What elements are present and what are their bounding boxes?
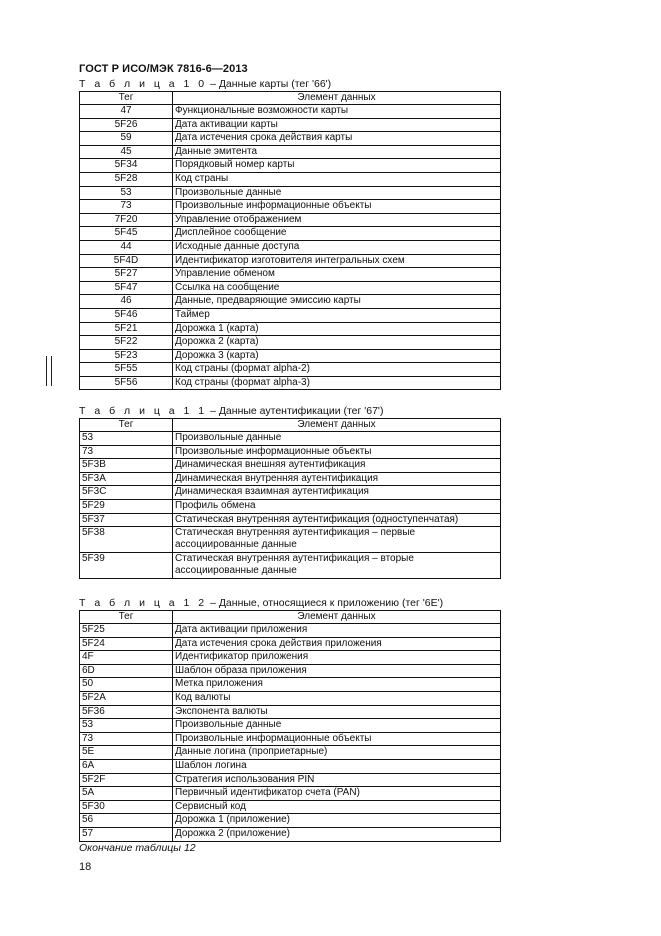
table-row — [80, 678, 501, 692]
element-cell: Код страны (формат alpha-2) — [173, 363, 501, 377]
element-cell: Дорожка 1 (карта) — [173, 322, 501, 336]
tag-cell: 7F20 — [80, 213, 173, 227]
tag-cell: 46 — [80, 295, 173, 309]
element-cell: Порядковый номер карты — [173, 159, 501, 173]
table-row — [80, 553, 501, 579]
tag-cell: 5F55 — [80, 363, 173, 377]
tag-cell: 56 — [80, 814, 173, 828]
tag-cell: 6D — [80, 664, 173, 678]
table-row — [80, 349, 501, 363]
table-row — [80, 719, 501, 733]
tag-cell: 5F30 — [80, 800, 173, 814]
table-row — [80, 132, 501, 146]
table-row — [80, 486, 501, 500]
table-row — [80, 336, 501, 350]
tag-cell: 5F25 — [80, 624, 173, 638]
element-cell: Идентификатор изготовителя интегральных схем — [173, 254, 501, 268]
element-cell: Дата активации карты — [173, 118, 501, 132]
table11-caption — [79, 405, 383, 417]
element-cell: Дорожка 2 (приложение) — [173, 827, 501, 841]
tag-cell: 73 — [80, 732, 173, 746]
table-row — [80, 227, 501, 241]
table11-title: – Данные аутентификации (тег '67') — [210, 405, 384, 417]
tag-cell: 5F3B — [80, 459, 173, 473]
element-cell: Статическая внутренняя аутентификация – вторые ассоциированные данные — [173, 553, 501, 579]
element-cell: Статическая внутренняя аутентификация (одноступенчатая) — [173, 513, 501, 527]
element-cell: Динамическая взаимная аутентификация — [173, 486, 501, 500]
table-row — [80, 308, 501, 322]
tag-cell: 5F36 — [80, 705, 173, 719]
tag-cell: 5F3C — [80, 486, 173, 500]
table-row — [80, 376, 501, 390]
table-row — [80, 322, 501, 336]
element-cell: Экспонента валюты — [173, 705, 501, 719]
table-row — [80, 118, 501, 132]
tag-cell: 6A — [80, 759, 173, 773]
table12-body — [80, 624, 501, 842]
element-cell: Функциональные возможности карты — [173, 105, 501, 119]
table-row — [80, 159, 501, 173]
margin-change-mark — [51, 356, 52, 386]
tag-cell: 4F — [80, 651, 173, 665]
element-cell: Сервисный код — [173, 800, 501, 814]
tag-cell: 5F46 — [80, 308, 173, 322]
table11-label: Т а б л и ц а 1 1 — [79, 405, 208, 417]
tag-cell: 5F26 — [80, 118, 173, 132]
table-row — [80, 814, 501, 828]
element-cell: Данные, предваряющие эмиссию карты — [173, 295, 501, 309]
tag-cell: 45 — [80, 145, 173, 159]
element-cell: Управление обменом — [173, 268, 501, 282]
tag-cell: 5F56 — [80, 376, 173, 390]
tag-cell: 5F4D — [80, 254, 173, 268]
table-row — [80, 295, 501, 309]
element-cell: Первичный идентификатор счета (PAN) — [173, 787, 501, 801]
element-cell: Данные эмитента — [173, 145, 501, 159]
tag-cell: 5F21 — [80, 322, 173, 336]
tag-cell: 59 — [80, 132, 173, 146]
tag-cell: 5F39 — [80, 553, 173, 579]
table-row — [80, 432, 501, 446]
tag-cell: 5F3A — [80, 472, 173, 486]
table-row — [80, 281, 501, 295]
table-row — [80, 499, 501, 513]
table-row — [80, 773, 501, 787]
table11-body — [80, 432, 501, 579]
element-cell: Произвольные данные — [173, 432, 501, 446]
element-cell: Ссылка на сообщение — [173, 281, 501, 295]
table-row — [80, 254, 501, 268]
table-row — [80, 145, 501, 159]
element-cell: Стратегия использования PIN — [173, 773, 501, 787]
table-row — [80, 800, 501, 814]
tag-cell: 5F23 — [80, 349, 173, 363]
element-cell: Произвольные информационные объекты — [173, 200, 501, 214]
tag-cell: 5E — [80, 746, 173, 760]
tag-cell: 5F24 — [80, 637, 173, 651]
element-cell: Статическая внутренняя аутентификация – первые ассоциированные данные — [173, 527, 501, 553]
element-cell: Дата истечения срока действия карты — [173, 132, 501, 146]
table11 — [79, 418, 501, 579]
tag-cell: 53 — [80, 719, 173, 733]
element-cell: Код страны — [173, 172, 501, 186]
page-number: 18 — [79, 861, 92, 873]
tag-cell: 5F37 — [80, 513, 173, 527]
element-cell: Произвольные информационные объекты — [173, 732, 501, 746]
table-row — [80, 664, 501, 678]
table11-col-element: Элемент данных — [173, 419, 501, 432]
table-row — [80, 705, 501, 719]
table-row — [80, 240, 501, 254]
element-cell: Дата активации приложения — [173, 624, 501, 638]
table12-label: Т а б л и ц а 1 2 — [79, 597, 208, 609]
table10-col-tag: Тег — [80, 92, 173, 105]
tag-cell: 5F2F — [80, 773, 173, 787]
element-cell: Код страны (формат alpha-3) — [173, 376, 501, 390]
tag-cell: 5A — [80, 787, 173, 801]
tag-cell: 50 — [80, 678, 173, 692]
element-cell: Дорожка 1 (приложение) — [173, 814, 501, 828]
table10-body — [80, 105, 501, 390]
tag-cell: 73 — [80, 445, 173, 459]
element-cell: Исходные данные доступа — [173, 240, 501, 254]
tag-cell: 5F27 — [80, 268, 173, 282]
table-row — [80, 691, 501, 705]
element-cell: Метка приложения — [173, 678, 501, 692]
tag-cell: 57 — [80, 827, 173, 841]
element-cell: Код валюты — [173, 691, 501, 705]
table-row — [80, 732, 501, 746]
table-ending-note: Окончание таблицы 12 — [79, 842, 196, 854]
element-cell: Дорожка 2 (карта) — [173, 336, 501, 350]
table-row — [80, 186, 501, 200]
table-row — [80, 200, 501, 214]
table-row — [80, 624, 501, 638]
element-cell: Шаблон логина — [173, 759, 501, 773]
element-cell: Динамическая внутренняя аутентификация — [173, 472, 501, 486]
tag-cell: 5F28 — [80, 172, 173, 186]
table-row — [80, 213, 501, 227]
table-row — [80, 472, 501, 486]
element-cell: Таймер — [173, 308, 501, 322]
tag-cell: 53 — [80, 432, 173, 446]
tag-cell: 53 — [80, 186, 173, 200]
tag-cell: 5F45 — [80, 227, 173, 241]
tag-cell: 5F47 — [80, 281, 173, 295]
table-row — [80, 445, 501, 459]
table-row — [80, 268, 501, 282]
tag-cell: 47 — [80, 105, 173, 119]
document-header: ГОСТ Р ИСО/МЭК 7816-6—2013 — [79, 63, 248, 75]
table10-caption — [79, 78, 331, 90]
table10-label: Т а б л и ц а 1 0 — [79, 78, 208, 90]
table12-col-tag: Тег — [80, 611, 173, 624]
element-cell: Произвольные данные — [173, 186, 501, 200]
table-row — [80, 513, 501, 527]
table-row — [80, 651, 501, 665]
table10 — [79, 91, 501, 390]
table-row — [80, 787, 501, 801]
element-cell: Дорожка 3 (карта) — [173, 349, 501, 363]
element-cell: Шаблон образа приложения — [173, 664, 501, 678]
table-row — [80, 105, 501, 119]
tag-cell: 5F34 — [80, 159, 173, 173]
table-row — [80, 746, 501, 760]
element-cell: Управление отображением — [173, 213, 501, 227]
tag-cell: 5F29 — [80, 499, 173, 513]
table-row — [80, 172, 501, 186]
table12 — [79, 610, 501, 842]
table12-title: – Данные, относящиеся к приложению (тег '6E') — [210, 597, 444, 609]
tag-cell: 44 — [80, 240, 173, 254]
table10-title: – Данные карты (тег '66') — [210, 78, 332, 90]
element-cell: Дата истечения срока действия приложения — [173, 637, 501, 651]
table12-col-element: Элемент данных — [173, 611, 501, 624]
element-cell: Динамическая внешняя аутентификация — [173, 459, 501, 473]
element-cell: Данные логина (проприетарные) — [173, 746, 501, 760]
table-row — [80, 759, 501, 773]
table-row — [80, 527, 501, 553]
margin-change-mark — [46, 356, 47, 386]
table11-col-tag: Тег — [80, 419, 173, 432]
table-row — [80, 637, 501, 651]
table-row — [80, 459, 501, 473]
table10-col-element: Элемент данных — [173, 92, 501, 105]
table12-caption — [79, 597, 443, 609]
element-cell: Идентификатор приложения — [173, 651, 501, 665]
table-row — [80, 363, 501, 377]
tag-cell: 5F2A — [80, 691, 173, 705]
element-cell: Произвольные информационные объекты — [173, 445, 501, 459]
element-cell: Профиль обмена — [173, 499, 501, 513]
tag-cell: 5F38 — [80, 527, 173, 553]
tag-cell: 73 — [80, 200, 173, 214]
element-cell: Произвольные данные — [173, 719, 501, 733]
tag-cell: 5F22 — [80, 336, 173, 350]
element-cell: Дисплейное сообщение — [173, 227, 501, 241]
table-row — [80, 827, 501, 841]
